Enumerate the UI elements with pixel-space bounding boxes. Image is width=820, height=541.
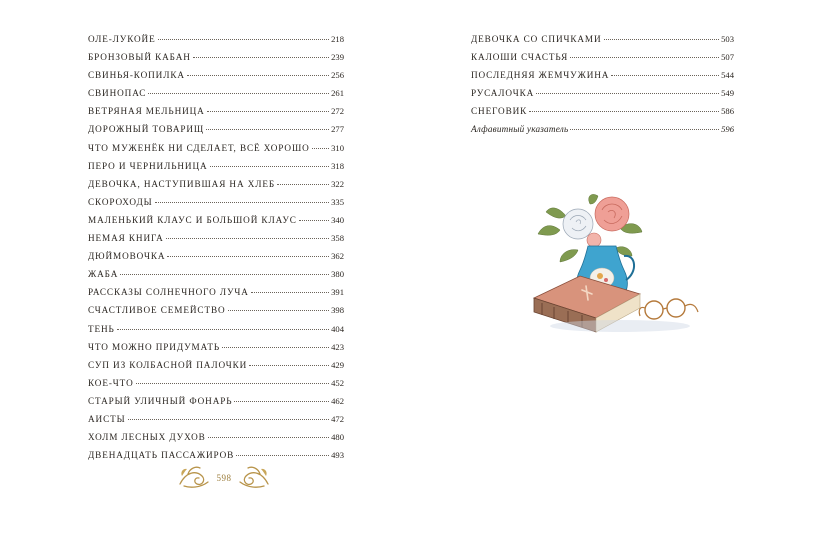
toc-entry-title: ПЕРО И ЧЕРНИЛЬНИЦА bbox=[88, 160, 208, 171]
toc-entry-title: МАЛЕНЬКИЙ КЛАУС И БОЛЬШОЙ КЛАУС bbox=[88, 214, 297, 225]
toc-entry-page: 256 bbox=[331, 70, 344, 81]
toc-entry-page: 472 bbox=[331, 413, 344, 424]
toc-dot-leader bbox=[249, 365, 329, 366]
toc-entry-title: ДЮЙМОВОЧКА bbox=[88, 251, 166, 262]
toc-dot-leader bbox=[299, 220, 329, 221]
toc-entry-title: АИСТЫ bbox=[88, 413, 126, 424]
toc-entry bbox=[88, 414, 344, 432]
toc-dot-leader bbox=[206, 129, 329, 130]
toc-entry-title: ЧТО МУЖЕНЁК НИ СДЕЛАЕТ, ВСЁ ХОРОШО bbox=[88, 142, 310, 153]
toc-dot-leader bbox=[529, 111, 719, 112]
toc-entry bbox=[88, 34, 344, 52]
toc-entry-page: 391 bbox=[331, 287, 344, 298]
toc-entry-page: 239 bbox=[331, 52, 344, 63]
toc-entry-title: ВЕТРЯНАЯ МЕЛЬНИЦА bbox=[88, 106, 205, 117]
toc-dot-leader bbox=[536, 93, 719, 94]
toc-entry-title: БРОНЗОВЫЙ КАБАН bbox=[88, 52, 191, 63]
toc-entry bbox=[88, 52, 344, 70]
toc-dot-leader bbox=[570, 129, 719, 130]
page-folio bbox=[178, 462, 270, 494]
toc-entry bbox=[88, 88, 344, 106]
toc-entry-title: ДВЕНАДЦАТЬ ПАССАЖИРОВ bbox=[88, 450, 235, 461]
toc-entry-page: 462 bbox=[331, 395, 344, 406]
toc-entry-title: ХОЛМ ЛЕСНЫХ ДУХОВ bbox=[88, 432, 206, 443]
toc-entry bbox=[88, 342, 344, 360]
toc-entry-title: Алфавитный указатель bbox=[471, 124, 569, 135]
toc-entry bbox=[88, 179, 344, 197]
toc-dot-leader bbox=[604, 39, 720, 40]
toc-entry bbox=[88, 233, 344, 251]
toc-entry-title: СНЕГОВИК bbox=[471, 106, 528, 117]
toc-dot-leader bbox=[166, 238, 329, 239]
toc-entry-page: 318 bbox=[331, 160, 344, 171]
toc-entry-title: ДЕВОЧКА СО СПИЧКАМИ bbox=[471, 34, 602, 44]
toc-dot-leader bbox=[193, 57, 329, 58]
toc-entry-page: 398 bbox=[331, 305, 344, 316]
toc-dot-leader bbox=[234, 401, 329, 402]
toc-entry-page: 380 bbox=[331, 269, 344, 280]
toc-entry-page: 358 bbox=[331, 233, 344, 244]
toc-entry-page: 503 bbox=[721, 34, 734, 44]
toc-entry-title: КОЕ-ЧТО bbox=[88, 377, 134, 388]
toc-entry bbox=[471, 124, 734, 142]
toc-entry-page: 362 bbox=[331, 251, 344, 262]
toc-entry-page: 480 bbox=[331, 432, 344, 443]
toc-entry-title: ОЛЕ-ЛУКОЙЕ bbox=[88, 34, 156, 44]
right-page bbox=[410, 0, 820, 541]
toc-entry-page: 272 bbox=[331, 106, 344, 117]
toc-dot-leader bbox=[167, 256, 329, 257]
toc-entry-page: 549 bbox=[721, 88, 734, 99]
toc-entry-title: НЕМАЯ КНИГА bbox=[88, 233, 164, 244]
toc-entry-title: ЧТО МОЖНО ПРИДУМАТЬ bbox=[88, 341, 221, 352]
toc-dot-leader bbox=[251, 292, 329, 293]
toc-entry-title: РАССКАЗЫ СОЛНЕЧНОГО ЛУЧА bbox=[88, 287, 249, 298]
toc-entry bbox=[88, 287, 344, 305]
toc-entry-title: СКОРОХОДЫ bbox=[88, 196, 153, 207]
toc-right-column bbox=[471, 34, 734, 143]
toc-left-column bbox=[88, 34, 344, 468]
toc-entry-page: 423 bbox=[331, 341, 344, 352]
toc-entry-page: 429 bbox=[331, 359, 344, 370]
toc-entry bbox=[88, 124, 344, 142]
toc-entry bbox=[471, 34, 734, 52]
toc-entry-page: 322 bbox=[331, 178, 344, 189]
toc-entry-page: 493 bbox=[331, 450, 344, 461]
toc-entry-title: ДЕВОЧКА, НАСТУПИВШАЯ НА ХЛЕБ bbox=[88, 178, 276, 189]
toc-dot-leader bbox=[312, 148, 329, 149]
toc-entry bbox=[88, 70, 344, 88]
toc-entry-title: ТЕНЬ bbox=[88, 323, 115, 334]
toc-entry bbox=[88, 251, 344, 269]
toc-dot-leader bbox=[277, 184, 329, 185]
toc-entry bbox=[88, 269, 344, 287]
toc-entry bbox=[471, 70, 734, 88]
toc-entry-title: СТАРЫЙ УЛИЧНЫЙ ФОНАРЬ bbox=[88, 395, 233, 406]
toc-entry bbox=[88, 106, 344, 124]
toc-entry-title: СЧАСТЛИВОЕ СЕМЕЙСТВО bbox=[88, 305, 226, 316]
toc-dot-leader bbox=[570, 57, 719, 58]
toc-dot-leader bbox=[128, 419, 330, 420]
toc-entry-page: 335 bbox=[331, 196, 344, 207]
toc-entry bbox=[88, 161, 344, 179]
toc-entry bbox=[88, 324, 344, 342]
toc-entry-title: ЖАБА bbox=[88, 269, 119, 280]
toc-entry bbox=[88, 215, 344, 233]
toc-entry bbox=[88, 143, 344, 161]
toc-entry-page: 277 bbox=[331, 124, 344, 135]
toc-entry-page: 596 bbox=[721, 124, 734, 135]
toc-entry-title: СУП ИЗ КОЛБАСНОЙ ПАЛОЧКИ bbox=[88, 359, 248, 370]
vase-book-spectacles-icon bbox=[520, 190, 700, 340]
toc-dot-leader bbox=[208, 437, 329, 438]
toc-entry-title: ДОРОЖНЫЙ ТОВАРИЩ bbox=[88, 124, 205, 135]
toc-dot-leader bbox=[117, 329, 329, 330]
toc-entry-page: 404 bbox=[331, 323, 344, 334]
toc-entry bbox=[88, 360, 344, 378]
toc-dot-leader bbox=[136, 383, 330, 384]
toc-dot-leader bbox=[148, 93, 329, 94]
toc-entry-title: СВИНЬЯ-КОПИЛКА bbox=[88, 70, 185, 81]
page-number: 598 bbox=[216, 473, 232, 483]
toc-entry-page: 507 bbox=[721, 52, 734, 63]
toc-entry-title: ПОСЛЕДНЯЯ ЖЕМЧУЖИНА bbox=[471, 70, 610, 81]
toc-entry-title: СВИНОПАС bbox=[88, 88, 147, 99]
toc-dot-leader bbox=[158, 39, 330, 40]
toc-dot-leader bbox=[187, 75, 329, 76]
toc-entry bbox=[471, 52, 734, 70]
toc-entry-page: 340 bbox=[331, 214, 344, 225]
toc-entry-page: 452 bbox=[331, 377, 344, 388]
toc-entry bbox=[88, 197, 344, 215]
toc-entry-page: 544 bbox=[721, 70, 734, 81]
still-life-illustration bbox=[520, 190, 700, 340]
toc-entry-title: КАЛОШИ СЧАСТЬЯ bbox=[471, 52, 569, 63]
toc-entry-page: 218 bbox=[331, 34, 344, 44]
toc-entry bbox=[471, 88, 734, 106]
toc-dot-leader bbox=[207, 111, 329, 112]
toc-entry-title: РУСАЛОЧКА bbox=[471, 88, 535, 99]
toc-entry bbox=[88, 378, 344, 396]
toc-entry bbox=[88, 305, 344, 323]
toc-entry bbox=[88, 432, 344, 450]
toc-dot-leader bbox=[611, 75, 719, 76]
toc-entry bbox=[471, 106, 734, 124]
toc-entry bbox=[88, 396, 344, 414]
toc-dot-leader bbox=[210, 166, 330, 167]
toc-dot-leader bbox=[222, 347, 329, 348]
toc-dot-leader bbox=[236, 455, 329, 456]
toc-entry-page: 586 bbox=[721, 106, 734, 117]
toc-entry-page: 310 bbox=[331, 142, 344, 153]
toc-dot-leader bbox=[228, 310, 330, 311]
toc-dot-leader bbox=[155, 202, 330, 203]
toc-entry-page: 261 bbox=[331, 88, 344, 99]
toc-dot-leader bbox=[120, 274, 329, 275]
